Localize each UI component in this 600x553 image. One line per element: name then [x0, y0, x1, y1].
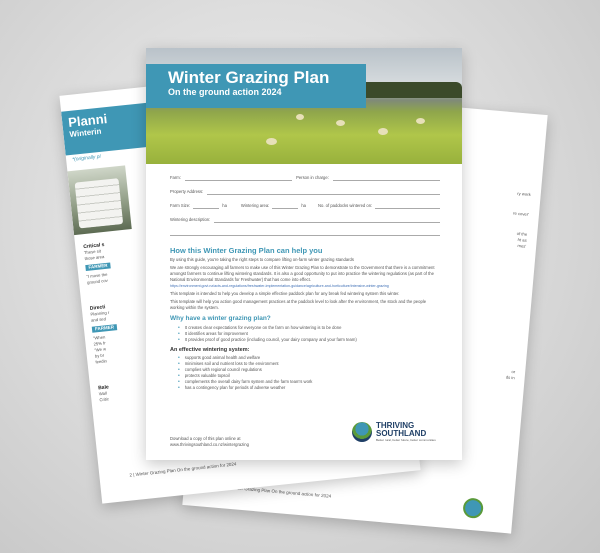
list-item: It provides proof of good practice (including council, your dairy company and your farm team) — [184, 337, 357, 342]
bullet-icon: • — [178, 373, 180, 379]
regulations-link[interactable]: https://environment.govt.nz/acts-and-regulations/freshwater-implementation-guidance/agriculture-and-horticulture/intensive-winter-grazing — [170, 284, 389, 288]
paragraph: those area — [84, 254, 105, 262]
paragraph: and sed — [90, 316, 107, 323]
quote-text: *(originally pl — [71, 153, 101, 163]
field-label-paddocks: No. of paddocks wintered on: — [318, 203, 373, 208]
logo-text: SOUTHLAND — [376, 429, 427, 438]
paragraph: By using this guide, you're taking the right steps to compare lifting on-farm winter grazing standards — [170, 257, 354, 262]
farmer-quote: "I move the — [86, 271, 108, 279]
bullet-icon: • — [178, 325, 180, 331]
list-item: complies with regional council regulations — [184, 367, 262, 372]
paragraph: These sit — [83, 248, 102, 256]
margin-text: of the — [516, 230, 528, 237]
bullet-icon: • — [178, 361, 180, 367]
paragraph: This template will help you action good management practices at the paddock level to look after the environment, the stock and the people working within the system. — [170, 299, 427, 310]
logo-text: THRIVING — [376, 421, 415, 430]
bullet-icon: • — [178, 331, 180, 337]
list-item: protects valuable topsoil — [184, 373, 230, 378]
section-heading-how: How this Winter Grazing Plan can help you — [170, 246, 323, 255]
margin-text: ht as — [517, 237, 527, 243]
list-item: minimises soil and nutrient loss to the environment — [184, 361, 279, 366]
field-label-address: Property Address: — [170, 189, 204, 194]
farmer-badge: FARMER — [85, 262, 110, 271]
wintering-description-field[interactable] — [214, 217, 440, 223]
bullet-icon: • — [178, 385, 180, 391]
page-subtitle: Winterin — [69, 126, 102, 139]
description-line[interactable] — [170, 231, 440, 236]
page-footer: 3 | Winter Grazing Plan On the ground action for 2024 — [223, 484, 332, 499]
farmer-quote: 25% fr — [93, 340, 106, 347]
farmer-quote: by br — [94, 352, 105, 359]
section-heading: Critical s — [83, 241, 105, 251]
logo-tagline: Better rural, better future, better communities — [376, 438, 436, 442]
front-page — [146, 48, 462, 460]
bullet-icon: • — [178, 379, 180, 385]
bullet-icon: • — [178, 367, 180, 373]
paragraph: This template is intended to help you develop a simple effective paddock plan for any break fed wintering system this winter. — [170, 291, 400, 296]
download-text: Download a copy of this plan online at — [170, 436, 241, 441]
field-label-wintering-area: Wintering area: — [240, 203, 270, 208]
farmer-quote: ground cov — [86, 277, 108, 285]
margin-text: or — [511, 369, 516, 375]
list-item: has a contingency plan for periods of adverse weather — [184, 385, 286, 390]
page-title: Winter Grazing Plan — [168, 68, 330, 87]
field-label-person: Person in charge: — [296, 175, 329, 180]
farmer-quote: "When — [92, 334, 106, 341]
paragraph: We are strongly encouraging all farmers to make use of this Winter Grazing Plan to demonstrate to the Government that there is a commitment amongst farmers to continue lifting wintering standards. It is also a good opportunity to put into practice the wintering regulations (as part of the National Environmental Standards for Freshwater) that has come into effect. — [170, 265, 435, 282]
section-heading: Directi — [89, 304, 106, 312]
paragraph: Critic — [99, 396, 110, 403]
farmer-quote: feedin — [95, 358, 108, 365]
unit-label: ha — [222, 203, 227, 208]
farmer-quote: "We w — [93, 346, 107, 353]
field-label-farm: Farm: — [170, 175, 181, 180]
unit-label: ha — [301, 203, 306, 208]
list-item: It creates clear expectations for everyone on the farm on how wintering is to be done — [184, 325, 342, 330]
page-title: Planni — [67, 111, 108, 131]
farm-field[interactable] — [185, 175, 292, 181]
margin-text: ry work — [517, 190, 531, 197]
margin-text: re cover' — [512, 210, 530, 217]
margin-text: mes' — [517, 243, 527, 249]
field-label-description: Wintering description: — [170, 217, 211, 222]
farm-size-field[interactable] — [193, 203, 219, 209]
wintering-area-field[interactable] — [272, 203, 298, 209]
list-item: supports good animal health and welfare — [184, 355, 261, 360]
property-address-field[interactable] — [207, 189, 440, 195]
margin-text: ds in — [505, 374, 515, 381]
list-item: complements the overall dairy farm system and the farm team's work — [184, 379, 313, 384]
bullet-icon: • — [178, 355, 180, 361]
person-in-charge-field[interactable] — [333, 175, 440, 181]
list-item: It identifies areas for improvement — [184, 331, 248, 336]
farmer-badge: FARMER — [92, 324, 117, 333]
page-footer: 2 | Winter Grazing Plan On the ground action for 2024 — [129, 461, 237, 478]
section-heading-why: Why have a winter grazing plan? — [170, 315, 271, 322]
page-subtitle: On the ground action 2024 — [168, 87, 282, 97]
field-label-farm-size: Farm Size: — [170, 203, 191, 208]
section-heading-effective: An effective wintering system: — [170, 347, 250, 353]
section-heading: Bale — [97, 384, 110, 392]
paragraph: Wall — [98, 390, 108, 397]
bullet-icon: • — [178, 337, 180, 343]
logo-icon — [462, 497, 484, 519]
thriving-southland-logo — [352, 422, 436, 442]
download-link[interactable]: www.thrivingsouthland.co.nz/wintergrazing — [170, 442, 249, 447]
logo-icon — [352, 422, 372, 442]
paddocks-field[interactable] — [375, 203, 440, 209]
paragraph: Planning r — [90, 309, 110, 317]
bale-photo — [67, 165, 131, 235]
